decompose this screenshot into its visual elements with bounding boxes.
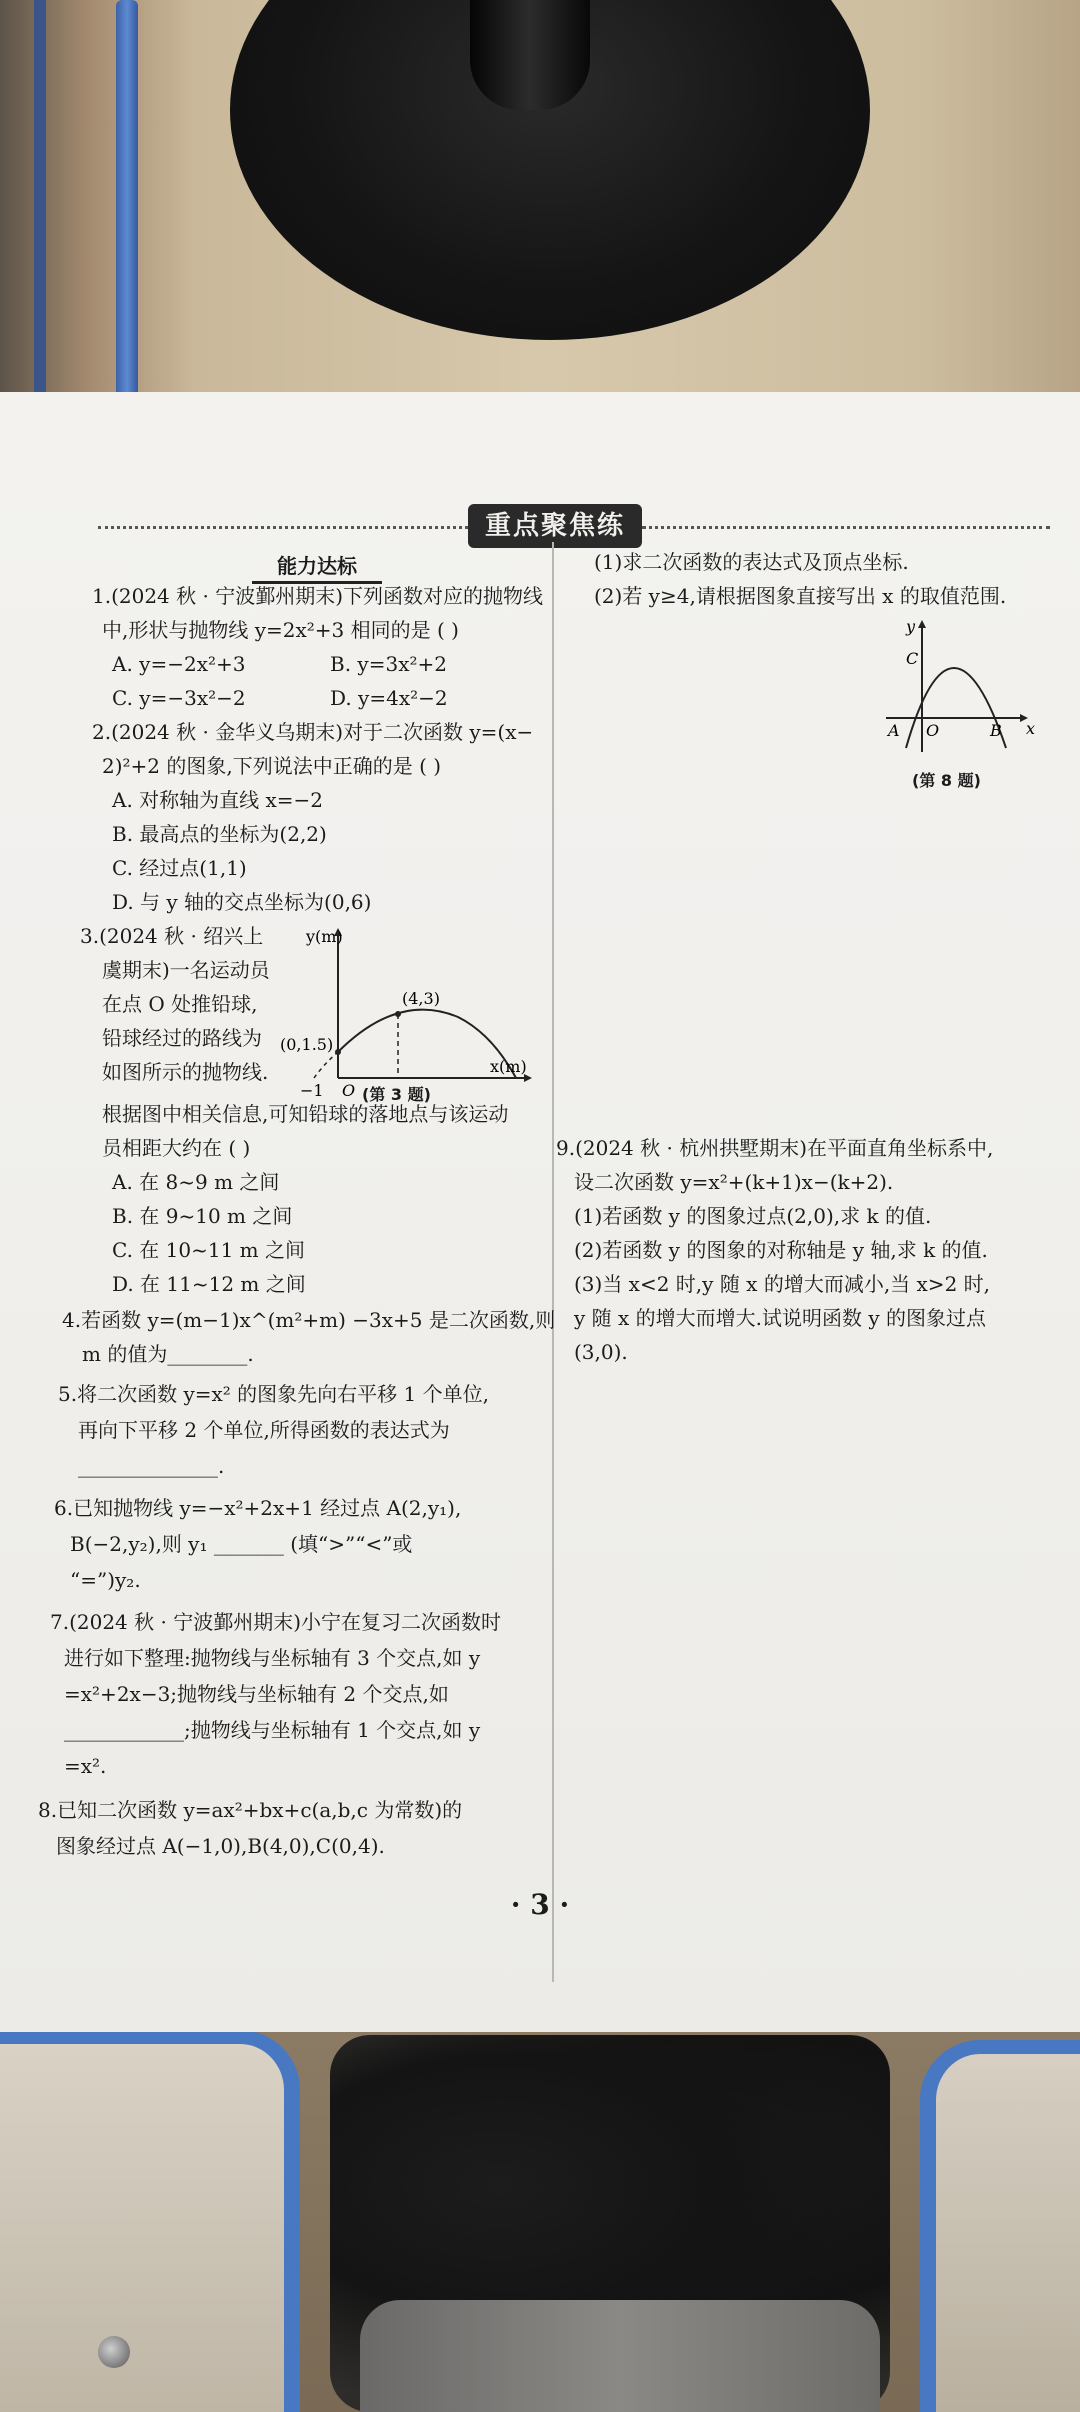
q3-point-label-2: (4,3) <box>402 989 440 1008</box>
q3-parabola-dashed <box>314 1052 338 1078</box>
q2-option-d: D. 与 y 轴的交点坐标为(0,6) <box>112 890 372 914</box>
header-banner: 重点聚焦练 <box>468 504 642 548</box>
q3-y-intercept-point <box>335 1049 341 1055</box>
q8-line1: 8.已知二次函数 y=ax²+bx+c(a,b,c 为常数)的 <box>38 1798 463 1822</box>
q2-option-a: A. 对称轴为直线 x=−2 <box>112 788 324 812</box>
q7-line3: =x²+2x−3;抛物线与坐标轴有 2 个交点,如 <box>64 1682 449 1706</box>
q4-line1: 4.若函数 y=(m−1)x^(m²+m) −3x+5 是二次函数,则 <box>62 1308 556 1332</box>
q5-line1: 5.将二次函数 y=x² 的图象先向右平移 1 个单位, <box>58 1382 489 1406</box>
pants <box>360 2300 880 2412</box>
q9-part3-line2: y 随 x 的增大而增大.试说明函数 y 的图象过点 <box>574 1306 987 1330</box>
q6-line2: B(−2,y₂),则 y₁ _______ (填“>”“<”或 <box>70 1532 413 1556</box>
q2-option-c: C. 经过点(1,1) <box>112 856 247 880</box>
q3-figure-caption: (第 3 题) <box>362 1085 431 1104</box>
chair-bolt <box>98 2336 130 2368</box>
q3-line6: 根据图中相关信息,可知铅球的落地点与该运动 <box>102 1102 509 1126</box>
q8-point-c: C <box>906 649 919 668</box>
q3-point-label-1: (0,1.5) <box>280 1035 334 1054</box>
q8-figure <box>876 614 1036 764</box>
q5-line2: 再向下平移 2 个单位,所得函数的表达式为 <box>78 1418 450 1442</box>
q1-option-a: A. y=−2x²+3 <box>112 652 246 676</box>
q3-line4: 铅球经过的路线为 <box>102 1026 262 1050</box>
q3-option-a: A. 在 8~9 m 之间 <box>112 1170 280 1194</box>
q3-line5: 如图所示的抛物线. <box>102 1060 269 1084</box>
q9-line1: 9.(2024 秋 · 杭州拱墅期末)在平面直角坐标系中, <box>556 1136 994 1160</box>
section-title: 能力达标 <box>252 550 382 584</box>
page-number: · 3 · <box>510 1888 570 1921</box>
q8-point-a: A <box>888 721 900 740</box>
q6-line1: 6.已知抛物线 y=−x²+2x+1 经过点 A(2,y₁), <box>54 1496 462 1520</box>
q2-line2: 2)²+2 的图象,下列说法中正确的是 ( ) <box>102 754 442 778</box>
q9-part3-line1: (3)当 x<2 时,y 随 x 的增大而减小,当 x>2 时, <box>574 1272 991 1296</box>
q8-point-b: B <box>990 721 1002 740</box>
q3-option-d: D. 在 11~12 m 之间 <box>112 1272 306 1296</box>
q1-line1: 1.(2024 秋 · 宁波鄞州期末)下列函数对应的抛物线 <box>92 584 544 608</box>
q7-line5: =x². <box>64 1754 107 1778</box>
q8-line2: 图象经过点 A(−1,0),B(4,0),C(0,4). <box>56 1834 385 1858</box>
q8-part1: (1)求二次函数的表达式及顶点坐标. <box>594 550 909 574</box>
q3-xlabel: x(m) <box>490 1057 527 1076</box>
q7-line1: 7.(2024 秋 · 宁波鄞州期末)小宁在复习二次函数时 <box>50 1610 502 1634</box>
chair-frame-left-back <box>34 0 46 410</box>
q3-vertex-point <box>395 1011 401 1017</box>
q8-figure-caption: (第 8 题) <box>912 771 981 790</box>
q1-line2: 中,形状与抛物线 y=2x²+3 相同的是 ( ) <box>102 618 459 642</box>
q3-line7: 员相距大约在 ( ) <box>102 1136 251 1160</box>
q8-part2: (2)若 y≥4,请根据图象直接写出 x 的取值范围. <box>594 584 1007 608</box>
q8-y-label: y <box>906 617 916 636</box>
q3-line1: 3.(2024 秋 · 绍兴上 <box>80 924 264 948</box>
q5-line3: ______________. <box>78 1454 225 1478</box>
q9-part1: (1)若函数 y 的图象过点(2,0),求 k 的值. <box>574 1204 932 1228</box>
header-dotted-line-left <box>98 526 468 529</box>
q6-line3: “=”)y₂. <box>70 1568 141 1592</box>
q3-line3: 在点 O 处推铅球, <box>102 992 258 1016</box>
q3-origin-label: O <box>342 1081 356 1100</box>
chair-seat-right <box>920 2040 1080 2412</box>
worksheet-page <box>0 392 1080 2032</box>
q3-neg1-label: −1 <box>300 1081 324 1100</box>
q9-part3-line3: (3,0). <box>574 1340 628 1364</box>
q2-option-b: B. 最高点的坐标为(2,2) <box>112 822 327 846</box>
q3-line2: 虞期末)一名运动员 <box>102 958 270 982</box>
q7-line2: 进行如下整理:抛物线与坐标轴有 3 个交点,如 y <box>64 1646 481 1670</box>
q9-part2: (2)若函数 y 的图象的对称轴是 y 轴,求 k 的值. <box>574 1238 988 1262</box>
q3-ylabel: y(m) <box>306 927 343 946</box>
q2-line1: 2.(2024 秋 · 金华义乌期末)对于二次函数 y=(x− <box>92 720 534 744</box>
q9-line2: 设二次函数 y=x²+(k+1)x−(k+2). <box>574 1170 894 1194</box>
q3-option-b: B. 在 9~10 m 之间 <box>112 1204 293 1228</box>
q8-origin: O <box>926 721 940 740</box>
q8-y-arrow <box>918 620 926 628</box>
q1-option-d: D. y=4x²−2 <box>330 686 448 710</box>
column-divider <box>552 542 554 1982</box>
q7-line4: ____________;抛物线与坐标轴有 1 个交点,如 y <box>64 1718 481 1742</box>
header-dotted-line-right <box>642 526 1050 529</box>
q4-line2: m 的值为________. <box>82 1342 254 1366</box>
lamp-pole <box>470 0 590 110</box>
q8-x-label: x <box>1026 719 1036 738</box>
q1-option-c: C. y=−3x²−2 <box>112 686 246 710</box>
q3-option-c: C. 在 10~11 m 之间 <box>112 1238 305 1262</box>
chair-seat-left <box>0 2030 300 2412</box>
chair-frame-left <box>116 0 138 420</box>
q1-option-b: B. y=3x²+2 <box>330 652 447 676</box>
